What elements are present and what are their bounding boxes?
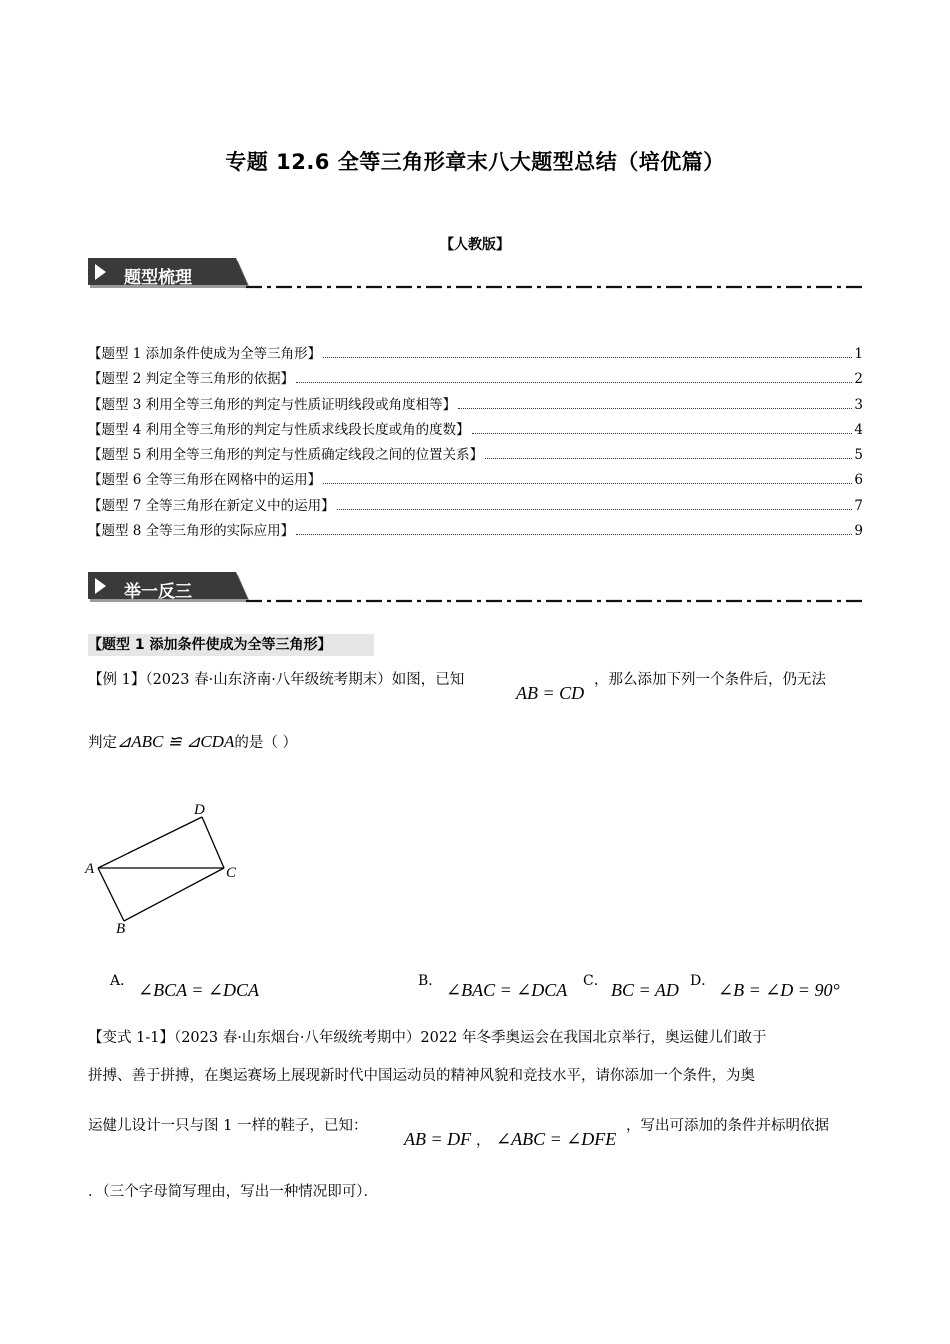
- toc-item[interactable]: 【题型 1 添加条件使成为全等三角形】 1: [88, 346, 863, 362]
- option-c-math[interactable]: BC = AD: [611, 980, 679, 1000]
- option-d-letter[interactable]: D．: [690, 973, 716, 989]
- label-B: B: [116, 921, 126, 937]
- page-title: 专题 12.6 全等三角形章末八大题型总结（培优篇）: [225, 150, 725, 174]
- option-b-letter[interactable]: B．: [418, 973, 443, 989]
- example1-given: AB = CD: [516, 683, 585, 703]
- option-c-letter[interactable]: C．: [583, 973, 608, 989]
- variant1-math1: AB = DF: [404, 1129, 472, 1149]
- option-a-math[interactable]: ∠BCA = ∠DCA: [138, 980, 259, 1000]
- toc-item[interactable]: 【题型 7 全等三角形在新定义中的运用】 7: [88, 497, 863, 514]
- examples-banner-label: 举一反三: [124, 582, 192, 602]
- option-a-letter[interactable]: A．: [110, 973, 135, 989]
- edition-label: 【人教版】: [440, 237, 510, 253]
- toc-banner-label: 题型梳理: [124, 268, 192, 288]
- variant1-sep: ，: [476, 1133, 491, 1149]
- example1-line2: 判定⊿ABC ≌ ⊿CDA的是（ ）: [88, 732, 297, 751]
- segment-BC: [124, 868, 224, 921]
- table-of-contents: [88, 342, 863, 544]
- segment-AD: [98, 817, 202, 868]
- option-d-math[interactable]: ∠B = ∠D = 90°: [718, 980, 840, 1000]
- toc-item[interactable]: 【题型 6 全等三角形在网格中的运用】 6: [88, 472, 863, 489]
- label-A: A: [85, 861, 95, 877]
- quadrilateral-figure: [80, 795, 260, 940]
- segment-DC: [202, 817, 224, 868]
- banner-graphic: [88, 570, 863, 606]
- example1-line1: 【例 1】（2023 春·山东济南·八年级统考期末）如图，已知: [88, 672, 465, 688]
- variant1-line4: ．（三个字母简写理由，写出一种情况即可）．: [88, 1184, 378, 1200]
- variant1-line1: 【变式 1-1】（2023 春·山东烟台·八年级统考期中）2022 年冬季奥运会在我国北京举行，奥运健儿们敢于: [88, 1030, 767, 1046]
- variant1-line2: 拼搏、善于拼搏，在奥运赛场上展现新时代中国运动员的精神风貌和竞技水平，请你添加一个条件，为奥: [88, 1068, 755, 1084]
- option-b-math[interactable]: ∠BAC = ∠DCA: [446, 980, 568, 1000]
- variant1-line3-prefix: 运健儿设计一只与图 1 一样的鞋子，已知：: [88, 1118, 368, 1134]
- example1-after-given: ，那么添加下列一个条件后，仍无法: [594, 672, 826, 688]
- segment-AB: [98, 868, 124, 921]
- label-C: C: [226, 865, 237, 881]
- label-D: D: [194, 802, 205, 818]
- toc-item[interactable]: 【题型 2 判定全等三角形的依据】 2: [88, 371, 863, 388]
- toc-banner: [88, 256, 863, 292]
- toc-item[interactable]: 【题型 4 利用全等三角形的判定与性质求线段长度或角的度数】 4: [88, 421, 863, 438]
- examples-banner: [88, 570, 863, 606]
- toc-item[interactable]: 【题型 5 利用全等三角形的判定与性质确定线段之间的位置关系】 5: [88, 447, 863, 464]
- banner-graphic: [88, 256, 863, 292]
- toc-item[interactable]: 【题型 3 利用全等三角形的判定与性质证明线段或角度相等】 3: [88, 396, 863, 413]
- variant1-line3-suffix: ，写出可添加的条件并标明依据: [626, 1118, 829, 1134]
- section-heading: 【题型 1 添加条件使成为全等三角形】: [88, 634, 374, 656]
- variant1-math2: ∠ABC = ∠DFE: [496, 1129, 617, 1149]
- toc-item[interactable]: 【题型 8 全等三角形的实际应用】 9: [88, 523, 863, 540]
